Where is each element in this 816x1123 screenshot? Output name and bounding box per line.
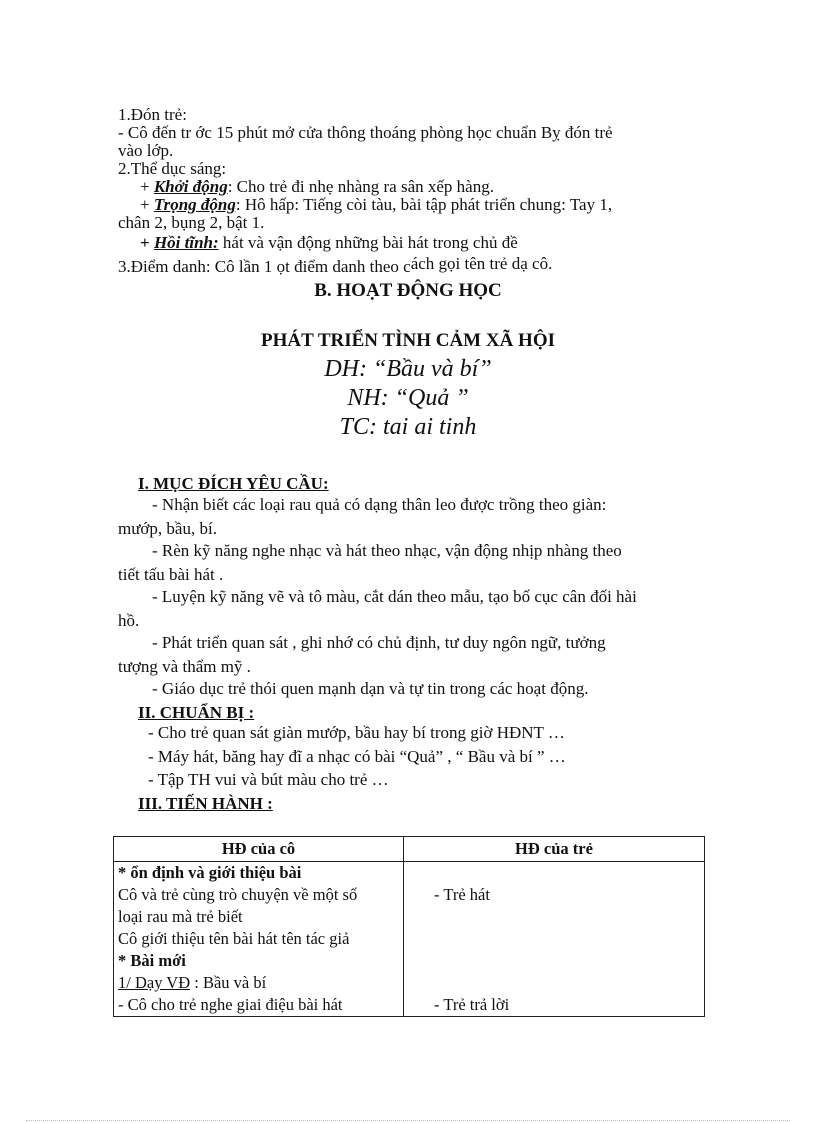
dh-title: DH: “Bầu và bí” <box>324 356 492 382</box>
trong-dong-label: Trọng động <box>153 195 236 214</box>
don-tre-text-1: - Cô đến tr ớc 15 phút mở cửa thông thoáng phòng học chuẩn Bỵ đón trẻ <box>118 123 613 142</box>
don-tre-heading: 1.Đón trẻ: <box>118 105 187 124</box>
muc-dich-heading: I. MỤC ĐÍCH YÊU CẦU: <box>138 474 329 493</box>
teacher-line: Cô và trẻ cùng trò chuyện về một số <box>118 885 358 904</box>
child-cell <box>404 862 705 1017</box>
page-bottom-divider <box>26 1120 790 1121</box>
muc-dich-item <box>118 493 698 541</box>
day-vd-text: : Bầu và bí <box>190 973 267 992</box>
muc-dich-item-line: tiết tấu bài hát . <box>118 565 224 584</box>
diem-danh-text-a: 3.Điểm danh: Cô lần 1 ọt điểm danh theo c <box>118 257 411 276</box>
muc-dich-item-line: tượng và thẩm mỹ . <box>118 657 251 676</box>
khoi-dong-text: : Cho trẻ đi nhẹ nhàng ra sân xếp hàng. <box>227 177 494 196</box>
plus-mark: + <box>140 177 150 196</box>
chuan-bi-item: - Cho trẻ quan sát giàn mướp, bầu hay bí trong giờ HĐNT … <box>148 723 565 742</box>
khoi-dong-label: Khởi động <box>153 177 228 196</box>
muc-dich-item-line: - Rèn kỹ năng nghe nhạc và hát theo nhạc, vận động nhịp nhàng theo <box>152 541 622 560</box>
subject-title: PHÁT TRIỂN TÌNH CẢM XÃ HỘI <box>260 330 556 351</box>
don-tre-text-2: vào lớp. <box>118 141 174 160</box>
khoi-dong-line <box>140 178 494 196</box>
day-vd-line <box>118 972 399 994</box>
teacher-line: - Cô cho trẻ nghe giai điệu bài hát <box>118 995 343 1014</box>
nh-title: NH: “Quả ” <box>347 385 469 411</box>
the-duc-heading: 2.Thể dục sáng: <box>118 159 227 178</box>
hoi-tinh-line <box>140 234 518 252</box>
tc-title: TC: tai ai tinh <box>339 414 477 440</box>
header-child: HĐ của trẻ <box>404 837 705 862</box>
chuan-bi-heading: II. CHUẨN BỊ : <box>138 703 255 722</box>
child-item: - Trẻ hát <box>434 885 490 904</box>
muc-dich-item-line: - Phát triển quan sát , ghi nhớ có chủ định, tư duy ngôn ngữ, tưởng <box>152 633 606 652</box>
chuan-bi-item: - Tập TH vui và bút màu cho trẻ … <box>148 770 389 789</box>
muc-dich-item-line: - Luyện kỹ năng vẽ và tô màu, cắt dán theo mẫu, tạo bố cục cân đối hài <box>152 587 637 606</box>
muc-dich-item <box>118 585 698 633</box>
trong-dong-text-2: chân 2, bụng 2, bật 1. <box>118 213 265 232</box>
tien-hanh-heading: III. TIẾN HÀNH : <box>138 794 273 813</box>
chuan-bi-item: - Máy hát, băng hay đĩ a nhạc có bài “Quả” , “ Bầu và bí ” … <box>148 747 566 766</box>
teacher-line: loại rau mà trẻ biết <box>118 907 243 926</box>
plus-mark: + <box>140 195 150 214</box>
muc-dich-item-line: - Nhận biết các loại rau quả có dạng thân leo được trồng theo giàn: <box>152 495 607 514</box>
muc-dich-item-line: hồ. <box>118 611 140 630</box>
muc-dich-item <box>118 631 698 679</box>
teacher-cell <box>114 862 404 1017</box>
activity-table <box>113 836 705 1017</box>
teacher-line: Cô giới thiệu tên bài hát tên tác giả <box>118 929 350 948</box>
section-b-title: B. HOẠT ĐỘNG HỌC <box>314 280 502 301</box>
trong-dong-text: : Hô hấp: Tiếng còi tàu, bài tập phát triển chung: Tay 1, <box>235 195 613 214</box>
muc-dich-item <box>118 677 698 701</box>
diem-danh-line <box>118 254 553 276</box>
muc-dich-item-line: mướp, bầu, bí. <box>118 519 217 538</box>
day-vd-label: 1/ Dạy VĐ <box>118 973 191 992</box>
hoi-tinh-label: Hồi tĩnh: <box>153 233 219 252</box>
table-header-row <box>114 837 705 862</box>
diem-danh-text-b: ách gọi tên trẻ dạ cô. <box>410 254 553 273</box>
bai-moi-heading: * Bài mới <box>118 951 186 970</box>
trong-dong-line <box>140 196 612 214</box>
table-row <box>114 862 705 1017</box>
header-teacher: HĐ của cô <box>114 837 404 862</box>
muc-dich-item <box>118 539 698 587</box>
hoi-tinh-text: hát và vận động những bài hát trong chủ đề <box>218 233 518 252</box>
muc-dich-item-line: - Giáo dục trẻ thói quen mạnh dạn và tự tin trong các hoạt động. <box>152 679 589 698</box>
child-item: - Trẻ trả lời <box>434 995 510 1014</box>
plus-mark: + <box>140 233 150 252</box>
on-dinh-heading: * ổn định và giới thiệu bài <box>118 863 302 882</box>
